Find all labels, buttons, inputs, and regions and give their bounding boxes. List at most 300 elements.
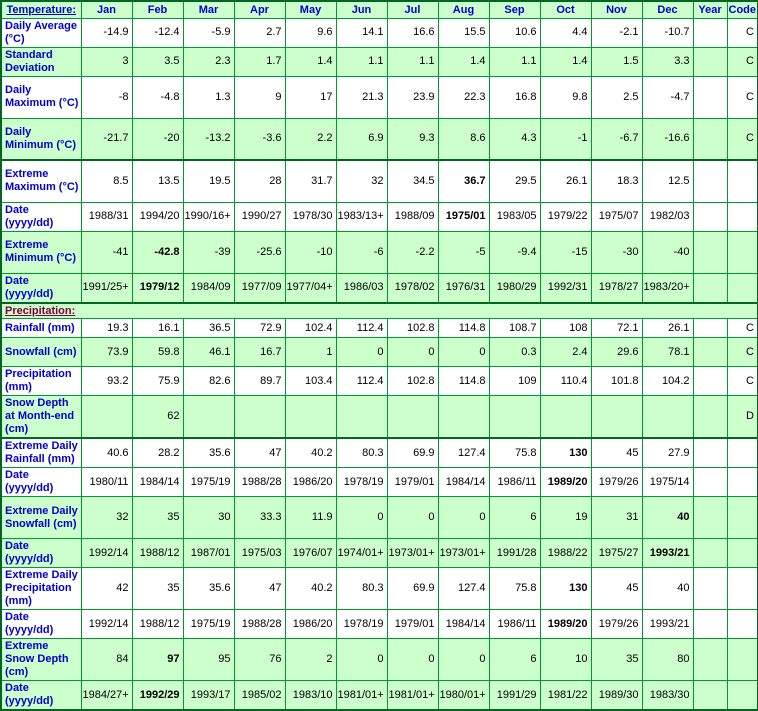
cell-apr: 1990/27 [234,202,285,231]
cell-dec: 1975/14 [642,468,693,497]
cell-oct: 19 [540,497,591,539]
cell-nov: 45 [591,438,642,468]
cell-may: 40.2 [285,438,336,468]
cell-aug: 1975/01 [438,202,489,231]
cell-mar: 46.1 [183,338,234,367]
cell-jul: 34.5 [387,160,438,202]
cell-dec: 1993/21 [642,539,693,568]
cell-nov: 1979/26 [591,468,642,497]
cell-dec: -40 [642,231,693,273]
cell-code [727,639,758,681]
cell-mar: 82.6 [183,367,234,396]
data-row [1,18,758,47]
cell-jun: 6.9 [336,118,387,160]
cell-jan: 32 [81,497,132,539]
cell-year [693,468,727,497]
cell-sep: 1991/28 [489,539,540,568]
cell-oct: -15 [540,231,591,273]
cell-oct: 1992/31 [540,273,591,303]
cell-feb: 1994/20 [132,202,183,231]
cell-nov: 1975/07 [591,202,642,231]
data-row [1,539,758,568]
cell-aug: 0 [438,639,489,681]
column-header-feb: Feb [132,1,183,18]
cell-oct: -1 [540,118,591,160]
cell-jul: 102.8 [387,319,438,338]
cell-apr: 1988/28 [234,468,285,497]
cell-mar: 30 [183,497,234,539]
cell-nov: -2.1 [591,18,642,47]
cell-feb: 16.1 [132,319,183,338]
cell-dec: 40 [642,568,693,610]
cell-jan: 73.9 [81,338,132,367]
cell-feb: 35 [132,568,183,610]
cell-year [693,47,727,76]
data-row [1,568,758,610]
row-label: Extreme Maximum (°C) [1,160,81,202]
cell-feb: 97 [132,639,183,681]
cell-jun: 112.4 [336,319,387,338]
cell-year [693,438,727,468]
cell-apr: 47 [234,438,285,468]
cell-sep: 108.7 [489,319,540,338]
cell-oct [540,396,591,439]
cell-aug: 8.6 [438,118,489,160]
data-row [1,47,758,76]
cell-jun: -6 [336,231,387,273]
cell-nov: 35 [591,639,642,681]
cell-mar: -5.9 [183,18,234,47]
cell-oct: 9.8 [540,76,591,118]
cell-feb: 35 [132,497,183,539]
cell-apr: 28 [234,160,285,202]
cell-feb: 1988/12 [132,610,183,639]
cell-jun: 1974/01+ [336,539,387,568]
cell-aug: 127.4 [438,568,489,610]
cell-jun: 1978/19 [336,468,387,497]
cell-feb: 3.5 [132,47,183,76]
cell-sep: 4.3 [489,118,540,160]
cell-year [693,338,727,367]
cell-jun: 14.1 [336,18,387,47]
cell-aug: -5 [438,231,489,273]
cell-oct: 2.4 [540,338,591,367]
cell-may: 103.4 [285,367,336,396]
cell-jun: 1.1 [336,47,387,76]
cell-sep: 1986/11 [489,468,540,497]
row-label: Date (yyyy/dd) [1,539,81,568]
cell-aug: 15.5 [438,18,489,47]
cell-code: C [727,367,758,396]
cell-jul: 102.8 [387,367,438,396]
cell-may: 11.9 [285,497,336,539]
cell-dec: 3.3 [642,47,693,76]
data-row [1,610,758,639]
column-header-mar: Mar [183,1,234,18]
cell-may: 1977/04+ [285,273,336,303]
row-label: Date (yyyy/dd) [1,273,81,303]
cell-year [693,118,727,160]
cell-jul: 1978/02 [387,273,438,303]
cell-jul: 16.6 [387,18,438,47]
data-row [1,273,758,303]
cell-dec [642,396,693,439]
cell-nov: 1975/27 [591,539,642,568]
cell-code: C [727,76,758,118]
cell-aug: 114.8 [438,367,489,396]
cell-year [693,396,727,439]
cell-may: 9.6 [285,18,336,47]
cell-jul: 1.1 [387,47,438,76]
cell-jul: 9.3 [387,118,438,160]
cell-dec: 12.5 [642,160,693,202]
cell-may: 1.4 [285,47,336,76]
cell-aug: 1976/31 [438,273,489,303]
section-row [1,303,758,319]
cell-apr: 1985/02 [234,681,285,711]
cell-jul: 1979/01 [387,468,438,497]
cell-may: 40.2 [285,568,336,610]
data-row [1,438,758,468]
cell-sep: 1991/29 [489,681,540,711]
cell-mar: 1993/17 [183,681,234,711]
cell-may: 1978/30 [285,202,336,231]
cell-jun: 0 [336,639,387,681]
cell-jun: 80.3 [336,568,387,610]
cell-jan: 1992/14 [81,539,132,568]
cell-sep: 0.3 [489,338,540,367]
cell-sep: 10.6 [489,18,540,47]
cell-jun: 1981/01+ [336,681,387,711]
cell-aug: 1984/14 [438,610,489,639]
row-label: Date (yyyy/dd) [1,610,81,639]
cell-nov: 1.5 [591,47,642,76]
row-label: Extreme Minimum (°C) [1,231,81,273]
cell-code [727,610,758,639]
cell-dec: 26.1 [642,319,693,338]
cell-feb: -42.8 [132,231,183,273]
cell-jun: 80.3 [336,438,387,468]
cell-year [693,367,727,396]
data-row [1,367,758,396]
cell-apr: 1988/28 [234,610,285,639]
cell-sep: 1.1 [489,47,540,76]
cell-apr: -25.6 [234,231,285,273]
cell-oct: 1988/22 [540,539,591,568]
cell-code [727,273,758,303]
cell-dec: 104.2 [642,367,693,396]
cell-may: 1 [285,338,336,367]
cell-oct: 1981/22 [540,681,591,711]
cell-aug: 0 [438,338,489,367]
cell-jan: 1984/27+ [81,681,132,711]
row-label: Rainfall (mm) [1,319,81,338]
cell-dec: -10.7 [642,18,693,47]
data-row [1,497,758,539]
cell-sep: 6 [489,497,540,539]
cell-apr: 47 [234,568,285,610]
cell-aug: 127.4 [438,438,489,468]
cell-jul: 0 [387,639,438,681]
cell-dec: 80 [642,639,693,681]
cell-feb: 1984/14 [132,468,183,497]
cell-year [693,497,727,539]
cell-dec: -16.6 [642,118,693,160]
cell-jun [336,396,387,439]
cell-sep: -9.4 [489,231,540,273]
cell-dec: 1983/30 [642,681,693,711]
cell-code: C [727,47,758,76]
cell-may: 1976/07 [285,539,336,568]
cell-apr: 1.7 [234,47,285,76]
cell-jul: 0 [387,497,438,539]
row-label: Extreme Daily Rainfall (mm) [1,438,81,468]
cell-jun: 0 [336,338,387,367]
cell-may: 2.2 [285,118,336,160]
column-header-year: Year [693,1,727,18]
section-title-precipitation: Precipitation: [1,303,758,319]
cell-year [693,319,727,338]
cell-aug: 22.3 [438,76,489,118]
cell-aug [438,396,489,439]
cell-jan: 1992/14 [81,610,132,639]
cell-code [727,497,758,539]
cell-jan: 84 [81,639,132,681]
cell-code: C [727,319,758,338]
cell-jul: 69.9 [387,568,438,610]
cell-jan: 19.3 [81,319,132,338]
cell-dec: 1983/20+ [642,273,693,303]
cell-nov: 2.5 [591,76,642,118]
cell-jul: 1979/01 [387,610,438,639]
data-row [1,396,758,439]
cell-oct: 1979/22 [540,202,591,231]
cell-apr: 76 [234,639,285,681]
cell-year [693,568,727,610]
cell-jan: 8.5 [81,160,132,202]
cell-nov: -6.7 [591,118,642,160]
cell-code [727,539,758,568]
cell-feb: 13.5 [132,160,183,202]
row-label: Date (yyyy/dd) [1,468,81,497]
cell-feb: 1979/12 [132,273,183,303]
cell-nov: 18.3 [591,160,642,202]
cell-may: 2 [285,639,336,681]
column-header-jun: Jun [336,1,387,18]
cell-nov: 72.1 [591,319,642,338]
cell-jan: -21.7 [81,118,132,160]
cell-jul: 1973/01+ [387,539,438,568]
cell-mar: 1.3 [183,76,234,118]
cell-jan: 42 [81,568,132,610]
data-row [1,160,758,202]
column-header-oct: Oct [540,1,591,18]
cell-oct: 1989/20 [540,610,591,639]
cell-year [693,639,727,681]
column-header-dec: Dec [642,1,693,18]
cell-feb: 1988/12 [132,539,183,568]
cell-apr: 72.9 [234,319,285,338]
cell-sep: 6 [489,639,540,681]
cell-mar: 19.5 [183,160,234,202]
cell-apr: 33.3 [234,497,285,539]
cell-dec: 1982/03 [642,202,693,231]
cell-aug: 1984/14 [438,468,489,497]
cell-year [693,539,727,568]
cell-jul [387,396,438,439]
cell-jul: 1988/09 [387,202,438,231]
cell-apr: 2.7 [234,18,285,47]
cell-year [693,273,727,303]
cell-mar: -39 [183,231,234,273]
row-label: Standard Deviation [1,47,81,76]
cell-may: 1986/20 [285,610,336,639]
cell-year [693,231,727,273]
section-title-temperature: Temperature: [1,1,81,18]
cell-dec: 27.9 [642,438,693,468]
cell-code [727,160,758,202]
cell-sep: 29.5 [489,160,540,202]
cell-feb: -20 [132,118,183,160]
cell-mar: 95 [183,639,234,681]
cell-sep: 1983/05 [489,202,540,231]
cell-year [693,76,727,118]
cell-jun: 1978/19 [336,610,387,639]
cell-mar: 1987/01 [183,539,234,568]
cell-nov: 45 [591,568,642,610]
cell-sep: 75.8 [489,568,540,610]
cell-mar: 36.5 [183,319,234,338]
cell-nov: 29.6 [591,338,642,367]
row-label: Extreme Snow Depth (cm) [1,639,81,681]
cell-feb: 62 [132,396,183,439]
cell-apr: 9 [234,76,285,118]
row-label: Date (yyyy/dd) [1,202,81,231]
cell-feb: 59.8 [132,338,183,367]
column-header-nov: Nov [591,1,642,18]
data-row [1,468,758,497]
cell-jun: 21.3 [336,76,387,118]
data-row [1,202,758,231]
cell-code: C [727,118,758,160]
data-row [1,639,758,681]
cell-code: D [727,396,758,439]
cell-sep: 16.8 [489,76,540,118]
column-header-jan: Jan [81,1,132,18]
cell-jul: 1981/01+ [387,681,438,711]
cell-year [693,18,727,47]
cell-oct: 10 [540,639,591,681]
data-row [1,118,758,160]
cell-mar: 2.3 [183,47,234,76]
row-label: Extreme Daily Precipitation (mm) [1,568,81,610]
cell-code: C [727,338,758,367]
row-label: Snow Depth at Month-end (cm) [1,396,81,439]
cell-dec: -4.7 [642,76,693,118]
row-label: Daily Minimum (°C) [1,118,81,160]
cell-year [693,610,727,639]
cell-mar: 1990/16+ [183,202,234,231]
row-label: Snowfall (cm) [1,338,81,367]
cell-jan: 1988/31 [81,202,132,231]
cell-may: 17 [285,76,336,118]
cell-nov [591,396,642,439]
cell-feb: -12.4 [132,18,183,47]
cell-sep: 75.8 [489,438,540,468]
cell-code [727,568,758,610]
cell-mar: 1984/09 [183,273,234,303]
cell-jun: 0 [336,497,387,539]
cell-nov: 1989/30 [591,681,642,711]
row-label: Daily Average (°C) [1,18,81,47]
data-row [1,681,758,711]
header-row [1,1,758,18]
row-label: Extreme Daily Snowfall (cm) [1,497,81,539]
row-label: Date (yyyy/dd) [1,681,81,711]
data-row [1,231,758,273]
cell-apr: 1975/03 [234,539,285,568]
cell-sep: 1986/11 [489,610,540,639]
cell-code [727,202,758,231]
cell-jan: -8 [81,76,132,118]
cell-jan: -14.9 [81,18,132,47]
cell-jan: 40.6 [81,438,132,468]
cell-feb: 1992/29 [132,681,183,711]
cell-jul: 0 [387,338,438,367]
cell-mar: 1975/19 [183,610,234,639]
cell-aug: 114.8 [438,319,489,338]
cell-feb: 75.9 [132,367,183,396]
cell-oct: 110.4 [540,367,591,396]
cell-apr: -3.6 [234,118,285,160]
cell-jan: -41 [81,231,132,273]
cell-year [693,160,727,202]
cell-may: 102.4 [285,319,336,338]
cell-may [285,396,336,439]
cell-oct: 4.4 [540,18,591,47]
cell-apr: 89.7 [234,367,285,396]
cell-aug: 0 [438,497,489,539]
cell-code [727,681,758,711]
cell-jun: 1983/13+ [336,202,387,231]
cell-sep: 1980/29 [489,273,540,303]
data-row [1,319,758,338]
data-row [1,338,758,367]
cell-mar: 35.6 [183,568,234,610]
cell-nov: 101.8 [591,367,642,396]
cell-code [727,468,758,497]
cell-jun: 1986/03 [336,273,387,303]
cell-jan: 1980/11 [81,468,132,497]
cell-jan: 3 [81,47,132,76]
data-row [1,76,758,118]
cell-year [693,202,727,231]
cell-oct: 130 [540,568,591,610]
cell-jul: 69.9 [387,438,438,468]
cell-jul: 23.9 [387,76,438,118]
cell-oct: 108 [540,319,591,338]
column-header-apr: Apr [234,1,285,18]
column-header-aug: Aug [438,1,489,18]
cell-jun: 112.4 [336,367,387,396]
cell-oct: 1989/20 [540,468,591,497]
cell-aug: 36.7 [438,160,489,202]
cell-apr: 1977/09 [234,273,285,303]
cell-nov: 1979/26 [591,610,642,639]
cell-mar [183,396,234,439]
cell-dec: 40 [642,497,693,539]
cell-code [727,438,758,468]
